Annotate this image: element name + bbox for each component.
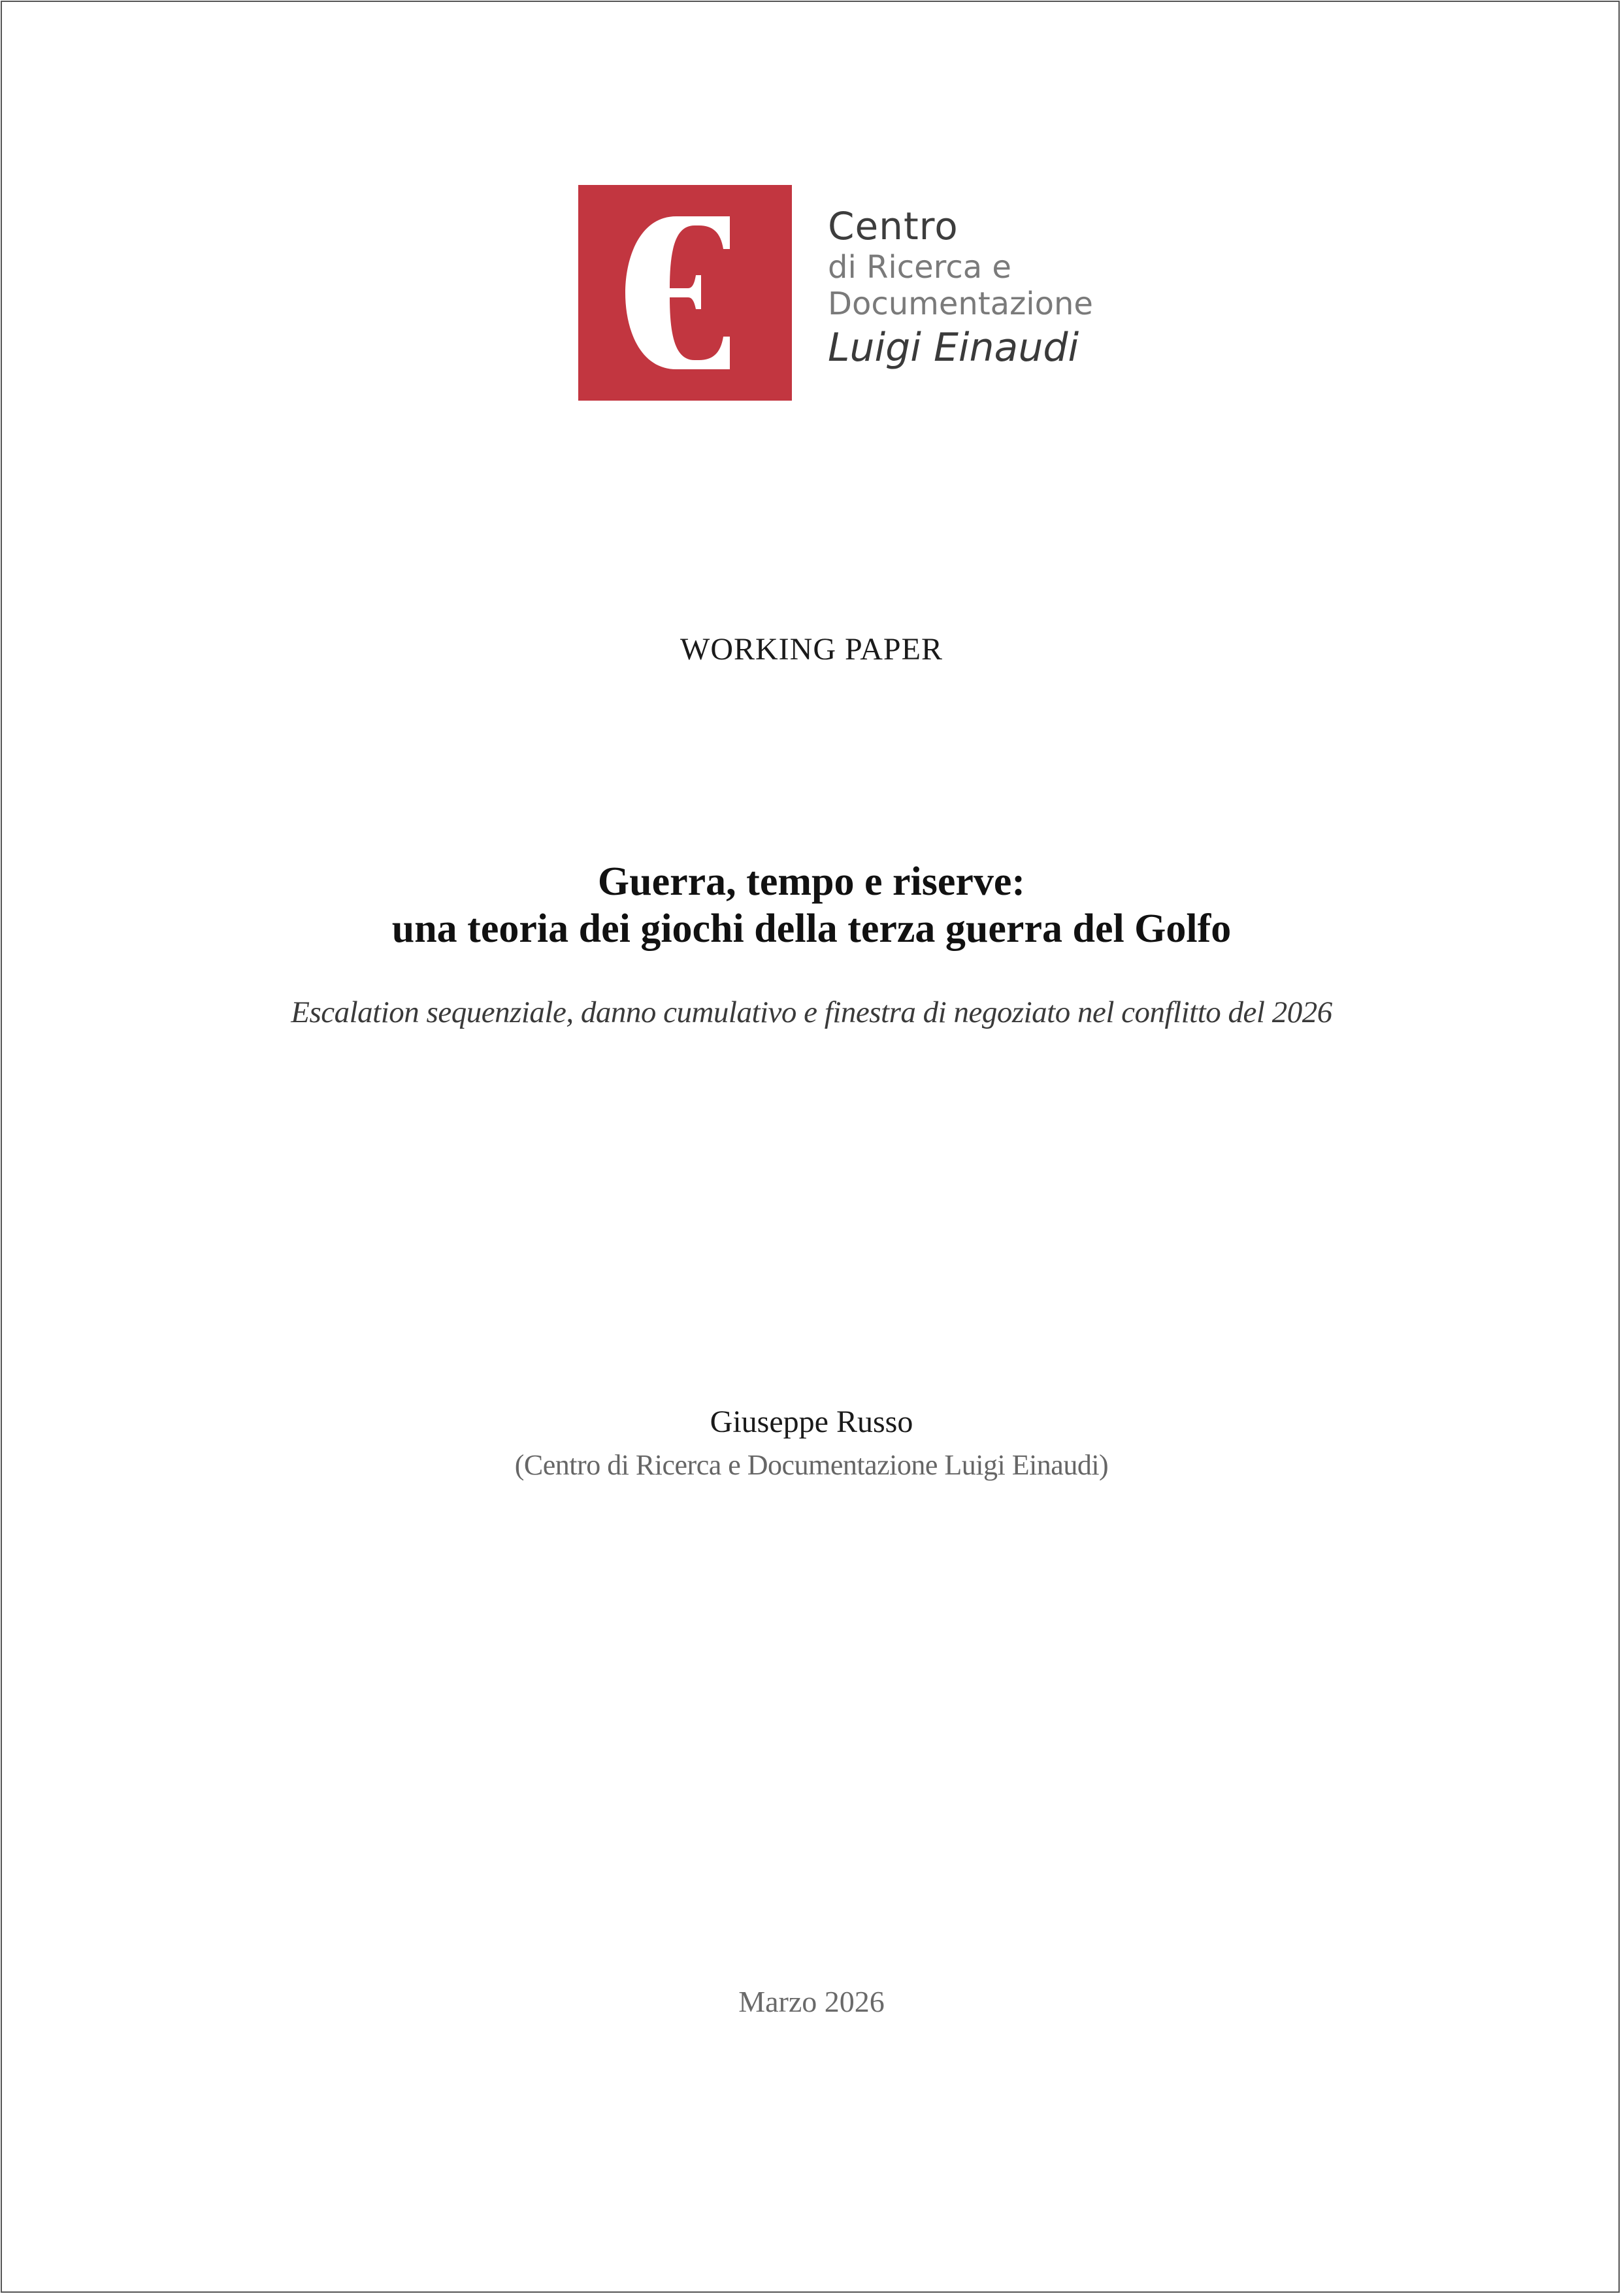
- paper-title: [0, 858, 1623, 952]
- logo-wordmark: [828, 203, 1093, 371]
- publication-date: Marzo 2026: [738, 1985, 885, 2018]
- logo-line-documentazione: Documentazione: [828, 286, 1093, 322]
- logo-line-einaudi: Luigi Einaudi: [828, 325, 1079, 371]
- document-type-label: WORKING PAPER: [680, 632, 943, 667]
- paper-title-line2: una teoria dei giochi della terza guerra del Golfo: [391, 907, 1232, 951]
- paper-subtitle: Escalation sequenziale, danno cumulativo e finestra di negoziato nel conflitto del 2026: [291, 995, 1332, 1029]
- logo-line-ricerca: di Ricerca e: [828, 249, 1011, 286]
- author-affiliation: (Centro di Ricerca e Documentazione Luigi Einaudi): [514, 1449, 1109, 1481]
- paper-title-line1: Guerra, tempo e riserve:: [597, 859, 1026, 904]
- logo-e-mark: [578, 185, 792, 401]
- institution-logo: [578, 185, 1093, 401]
- logo-line-centro: Centro: [828, 204, 959, 248]
- author-name: Giuseppe Russo: [710, 1405, 913, 1439]
